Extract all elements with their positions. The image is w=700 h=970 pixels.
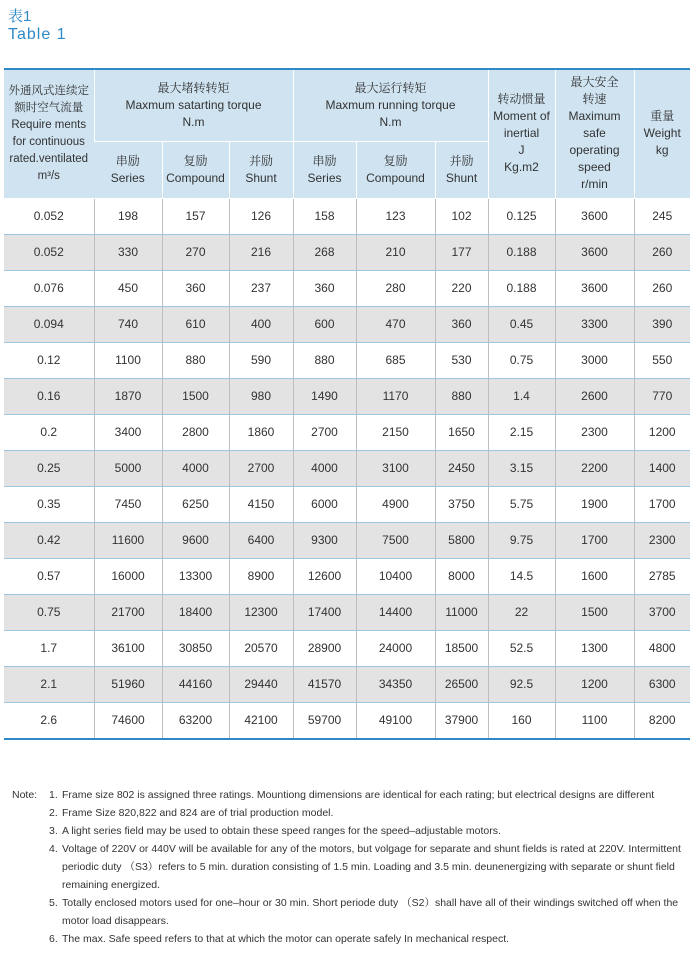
note-item (49, 804, 692, 822)
table-cell: 12300 (229, 594, 293, 630)
table-cell: 260 (634, 234, 690, 270)
table-cell: 980 (229, 378, 293, 414)
table-cell: 3700 (634, 594, 690, 630)
table-row (4, 486, 690, 522)
table-cell: 12600 (293, 558, 356, 594)
table-cell: 1170 (356, 378, 435, 414)
subheader-run-series: 串励 Series (293, 141, 356, 198)
table-cell: 0.2 (4, 414, 94, 450)
table-cell: 18400 (162, 594, 229, 630)
table-cell: 740 (94, 306, 162, 342)
subheader-start-compound: 复励 Compound (162, 141, 229, 198)
table-cell: 880 (162, 342, 229, 378)
table-cell: 63200 (162, 702, 229, 739)
table-cell: 550 (634, 342, 690, 378)
table-row (4, 450, 690, 486)
table-header (4, 69, 690, 198)
table-cell: 160 (488, 702, 555, 739)
table-cell: 0.25 (4, 450, 94, 486)
table-cell: 210 (356, 234, 435, 270)
table-cell: 177 (435, 234, 488, 270)
table-cell: 6400 (229, 522, 293, 558)
table-cell: 470 (356, 306, 435, 342)
table-row (4, 234, 690, 270)
table-cell: 0.052 (4, 198, 94, 234)
note-text: Totally enclosed motors used for one–hour or 30 min. Short periode duty （S2）shall have all of their windings switched off when the motor load disappears. (62, 897, 679, 927)
table-cell: 4000 (293, 450, 356, 486)
table-cell: 280 (356, 270, 435, 306)
table-cell: 600 (293, 306, 356, 342)
table-cell: 1200 (555, 666, 634, 702)
table-row (4, 522, 690, 558)
table-cell: 0.125 (488, 198, 555, 234)
table-cell: 268 (293, 234, 356, 270)
table-cell: 2700 (293, 414, 356, 450)
table-cell: 6250 (162, 486, 229, 522)
table-cell: 0.076 (4, 270, 94, 306)
table-cell: 26500 (435, 666, 488, 702)
table-cell: 8200 (634, 702, 690, 739)
table-cell: 10400 (356, 558, 435, 594)
note-text: Frame Size 820,822 and 824 are of trial production model. (62, 807, 334, 819)
note-item (49, 894, 692, 930)
table-cell: 36100 (94, 630, 162, 666)
table-title-cn: 表1 (8, 8, 32, 25)
note-text: Frame size 802 is assigned three ratings. Mountiong dimensions are identical for each rating; but electrical designs are different (62, 789, 655, 801)
table-cell: 1490 (293, 378, 356, 414)
table-row (4, 378, 690, 414)
table-cell: 0.16 (4, 378, 94, 414)
table-cell: 7500 (356, 522, 435, 558)
header-starting-torque: 最大堵转转矩 Maxmum satarting torque N.m (94, 69, 293, 141)
table-cell: 3.15 (488, 450, 555, 486)
table-cell: 102 (435, 198, 488, 234)
table-title (8, 8, 67, 44)
table-cell: 330 (94, 234, 162, 270)
table-cell: 18500 (435, 630, 488, 666)
table-cell: 6000 (293, 486, 356, 522)
table-cell: 4800 (634, 630, 690, 666)
table-cell: 29440 (229, 666, 293, 702)
table-body (4, 198, 690, 739)
table-cell: 1400 (634, 450, 690, 486)
subheader-start-shunt: 并励 Shunt (229, 141, 293, 198)
table-cell: 22 (488, 594, 555, 630)
table-cell: 4900 (356, 486, 435, 522)
table-cell: 13300 (162, 558, 229, 594)
motor-spec-table (4, 68, 690, 740)
table-cell: 2450 (435, 450, 488, 486)
table-cell: 2200 (555, 450, 634, 486)
notes-section (12, 786, 692, 948)
table-cell: 1500 (162, 378, 229, 414)
table-cell: 5000 (94, 450, 162, 486)
table-cell: 6300 (634, 666, 690, 702)
table-cell: 4150 (229, 486, 293, 522)
table-cell: 30850 (162, 630, 229, 666)
table-cell: 11000 (435, 594, 488, 630)
table-cell: 49100 (356, 702, 435, 739)
table-cell: 8900 (229, 558, 293, 594)
table-row (4, 666, 690, 702)
table-cell: 0.12 (4, 342, 94, 378)
table-cell: 245 (634, 198, 690, 234)
table-cell: 44160 (162, 666, 229, 702)
table-cell: 157 (162, 198, 229, 234)
table-cell: 2300 (634, 522, 690, 558)
table-cell: 198 (94, 198, 162, 234)
table-cell: 28900 (293, 630, 356, 666)
table-cell: 0.45 (488, 306, 555, 342)
table-cell: 2.15 (488, 414, 555, 450)
table-cell: 9600 (162, 522, 229, 558)
table-cell: 2.1 (4, 666, 94, 702)
table-cell: 1700 (634, 486, 690, 522)
table-row (4, 558, 690, 594)
table-cell: 220 (435, 270, 488, 306)
note-number: 3. (49, 825, 58, 837)
header-safe-speed: 最大安全 转速 Maximum safe operating speed r/min (555, 69, 634, 198)
table-cell: 74600 (94, 702, 162, 739)
table-cell: 0.75 (4, 594, 94, 630)
table-cell: 37900 (435, 702, 488, 739)
note-item (49, 822, 692, 840)
table-cell: 880 (435, 378, 488, 414)
table-cell: 880 (293, 342, 356, 378)
note-number: 5. (49, 897, 58, 909)
table-cell: 92.5 (488, 666, 555, 702)
note-number: 4. (49, 843, 58, 855)
table-cell: 2700 (229, 450, 293, 486)
table-cell: 14.5 (488, 558, 555, 594)
header-airflow: 外通风式连续定 额时空气流量 Require ments for continuous rated.ventilated m³/s (4, 69, 94, 198)
table-cell: 1200 (634, 414, 690, 450)
table-cell: 52.5 (488, 630, 555, 666)
table-cell: 0.094 (4, 306, 94, 342)
table-title-en: Table 1 (8, 26, 67, 43)
note-number: 6. (49, 933, 58, 945)
table-cell: 0.188 (488, 234, 555, 270)
note-text: A light series field may be used to obtain these speed ranges for the speed–adjustable motors. (62, 825, 501, 837)
table-cell: 0.42 (4, 522, 94, 558)
table-cell: 34350 (356, 666, 435, 702)
table-cell: 0.188 (488, 270, 555, 306)
table-cell: 2150 (356, 414, 435, 450)
table-cell: 360 (293, 270, 356, 306)
note-item (49, 840, 692, 894)
table-cell: 360 (162, 270, 229, 306)
note-text: The max. Safe speed refers to that at which the motor can operate safely In mechanical respect. (62, 933, 510, 945)
table-cell: 685 (356, 342, 435, 378)
table-cell: 1100 (555, 702, 634, 739)
table-cell: 216 (229, 234, 293, 270)
table-cell: 530 (435, 342, 488, 378)
table-cell: 610 (162, 306, 229, 342)
table-cell: 41570 (293, 666, 356, 702)
table-cell: 3100 (356, 450, 435, 486)
subheader-run-shunt: 并励 Shunt (435, 141, 488, 198)
table-cell: 1.4 (488, 378, 555, 414)
table-row (4, 198, 690, 234)
table-cell: 123 (356, 198, 435, 234)
table-cell: 9300 (293, 522, 356, 558)
table-cell: 16000 (94, 558, 162, 594)
table-cell: 9.75 (488, 522, 555, 558)
note-number: 2. (49, 807, 58, 819)
table-cell: 450 (94, 270, 162, 306)
table-cell: 3600 (555, 234, 634, 270)
table-cell: 5800 (435, 522, 488, 558)
note-item (49, 930, 692, 948)
table-cell: 0.35 (4, 486, 94, 522)
table-row (4, 630, 690, 666)
table-cell: 400 (229, 306, 293, 342)
table-cell: 770 (634, 378, 690, 414)
table-cell: 42100 (229, 702, 293, 739)
table-row (4, 594, 690, 630)
table-cell: 3600 (555, 198, 634, 234)
table-cell: 20570 (229, 630, 293, 666)
table-cell: 21700 (94, 594, 162, 630)
table-cell: 390 (634, 306, 690, 342)
table-row (4, 306, 690, 342)
table-cell: 24000 (356, 630, 435, 666)
table-cell: 158 (293, 198, 356, 234)
table-cell: 360 (435, 306, 488, 342)
notes-label: Note: (12, 789, 38, 801)
table-cell: 1860 (229, 414, 293, 450)
table-cell: 1900 (555, 486, 634, 522)
table-cell: 2785 (634, 558, 690, 594)
table-cell: 2600 (555, 378, 634, 414)
table-cell: 11600 (94, 522, 162, 558)
subheader-run-compound: 复励 Compound (356, 141, 435, 198)
note-number: 1. (49, 789, 58, 801)
table-cell: 0.052 (4, 234, 94, 270)
notes-list (49, 786, 692, 948)
header-running-torque: 最大运行转矩 Maxmum running torque N.m (293, 69, 488, 141)
table-row (4, 342, 690, 378)
note-text: Voltage of 220V or 440V will be available for any of the motors, but volgage for separate and shunt fields is rated at 220V. Intermittent periodic duty （S3）refers to 5 min. duration consisting of 1.5 min. Loading and 3.5 min. deunenergizing with separate or shunt field remaining energized. (62, 843, 681, 891)
table-cell: 126 (229, 198, 293, 234)
header-weight: 重量 Weight kg (634, 69, 690, 198)
table-cell: 1600 (555, 558, 634, 594)
table-cell: 237 (229, 270, 293, 306)
table-row (4, 414, 690, 450)
table-row (4, 270, 690, 306)
table-cell: 59700 (293, 702, 356, 739)
table-cell: 1650 (435, 414, 488, 450)
table-cell: 2.6 (4, 702, 94, 739)
table-cell: 3300 (555, 306, 634, 342)
table-cell: 1870 (94, 378, 162, 414)
table-cell: 8000 (435, 558, 488, 594)
table-cell: 590 (229, 342, 293, 378)
subheader-start-series: 串励 Series (94, 141, 162, 198)
header-inertia: 转动惯量 Moment of inertial J Kg.m2 (488, 69, 555, 198)
table-cell: 3750 (435, 486, 488, 522)
table-cell: 0.75 (488, 342, 555, 378)
table-cell: 1500 (555, 594, 634, 630)
table-cell: 2800 (162, 414, 229, 450)
table-cell: 17400 (293, 594, 356, 630)
table-cell: 3400 (94, 414, 162, 450)
table-row (4, 702, 690, 739)
table-cell: 7450 (94, 486, 162, 522)
note-item (49, 786, 692, 804)
table-cell: 0.57 (4, 558, 94, 594)
table-cell: 14400 (356, 594, 435, 630)
table-cell: 51960 (94, 666, 162, 702)
table-cell: 5.75 (488, 486, 555, 522)
table-cell: 4000 (162, 450, 229, 486)
table-cell: 1100 (94, 342, 162, 378)
table-cell: 3000 (555, 342, 634, 378)
table-cell: 1300 (555, 630, 634, 666)
table-cell: 1700 (555, 522, 634, 558)
table-cell: 260 (634, 270, 690, 306)
table-cell: 2300 (555, 414, 634, 450)
table-cell: 3600 (555, 270, 634, 306)
table-cell: 1.7 (4, 630, 94, 666)
table-cell: 270 (162, 234, 229, 270)
